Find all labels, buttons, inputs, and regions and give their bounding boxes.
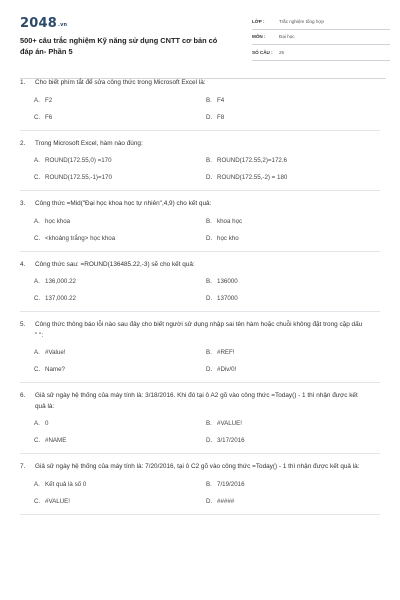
question-number: 3. <box>20 200 26 207</box>
question-separator <box>20 190 380 191</box>
option-letter: D. <box>206 234 213 242</box>
option-text: #VALUE! <box>45 497 70 505</box>
option-text: ROUND(172.55,-1)=170 <box>45 174 112 181</box>
option-letter: D. <box>206 366 213 373</box>
question-text: Giả sử ngày hệ thống của máy tính là: 7/20/2016, tại ô C2 gõ vào công thức =Today() - 1 thì nhận được kết quả là: <box>35 463 360 470</box>
answer-option[interactable] <box>206 498 378 506</box>
question-list <box>20 78 380 523</box>
option-text: ROUND(172.55,2)=172.6 <box>217 157 287 164</box>
question-text: Công thức =Mid("Đại học khoa học tự nhiên",4,9) cho kết quả: <box>35 200 212 207</box>
meta-table <box>252 14 390 61</box>
option-text: học kho <box>217 234 239 242</box>
question-text: Công thức thông báo lỗi nào sau đây cho biết người sử dụng nhập sai tên hàm hoặc chuỗi không đặt trong cặp dấu " ": <box>35 321 363 339</box>
answer-option[interactable] <box>34 349 206 357</box>
logo-domain: .vn <box>57 22 68 28</box>
option-letter: C. <box>34 113 41 121</box>
answer-options <box>34 349 380 374</box>
option-text: #Div/0! <box>217 366 237 373</box>
meta-value: 25 <box>279 49 285 55</box>
option-letter: B. <box>206 420 212 427</box>
meta-label: SỐ CÂU : <box>252 49 273 55</box>
option-letter: A. <box>34 480 40 488</box>
answer-options <box>34 157 380 182</box>
option-text: 3/17/2016 <box>217 437 245 444</box>
option-text: 0 <box>45 420 49 427</box>
option-letter: A. <box>34 420 40 427</box>
answer-option[interactable] <box>206 174 378 182</box>
question-separator <box>20 311 380 312</box>
option-letter: C. <box>34 497 41 505</box>
option-letter: C. <box>34 174 41 181</box>
option-letter: A. <box>34 278 40 285</box>
option-letter: C. <box>34 234 41 242</box>
question-line <box>20 462 380 473</box>
answer-option[interactable] <box>34 218 206 226</box>
answer-option[interactable] <box>206 114 378 122</box>
question-text: Giả sử ngày hệ thống của máy tính là: 3/18/2016. Khi đó tại ô A2 gõ vào công thức =Today() - 1 thì nhận được kết quả là: <box>35 392 358 410</box>
answer-option[interactable] <box>206 420 378 428</box>
meta-label: MÔN : <box>252 34 266 40</box>
option-letter: A. <box>34 157 40 164</box>
answer-option[interactable] <box>34 278 206 286</box>
question-number: 7. <box>20 463 26 470</box>
question-separator <box>20 130 380 131</box>
answer-option[interactable] <box>34 366 206 374</box>
option-letter: B. <box>206 480 212 488</box>
option-letter: B. <box>206 278 212 285</box>
answer-option[interactable] <box>34 498 206 506</box>
answer-option[interactable] <box>206 481 378 489</box>
option-letter: B. <box>206 217 212 225</box>
question-line <box>20 391 380 412</box>
question-item <box>20 462 380 515</box>
option-text: F2 <box>45 96 53 104</box>
question-separator <box>20 382 380 383</box>
question-line <box>20 199 380 210</box>
answer-options <box>34 278 380 303</box>
answer-option[interactable] <box>206 437 378 445</box>
question-number: 4. <box>20 260 26 268</box>
answer-options <box>34 420 380 445</box>
option-text: #REF! <box>217 349 235 356</box>
option-letter: C. <box>34 437 41 444</box>
option-letter: B. <box>206 96 212 104</box>
question-item <box>20 78 380 131</box>
answer-options <box>34 97 380 122</box>
document-header <box>20 12 386 80</box>
answer-options <box>34 481 380 506</box>
option-text: F4 <box>217 96 225 104</box>
answer-option[interactable] <box>206 235 378 243</box>
option-text: 136,000.22 <box>45 278 76 285</box>
option-text: ##### <box>217 497 235 505</box>
option-text: học khoa <box>45 217 71 225</box>
answer-option[interactable] <box>206 295 378 303</box>
question-line <box>20 78 380 89</box>
answer-options <box>34 218 380 243</box>
answer-option[interactable] <box>34 235 206 243</box>
option-text: 7/19/2016 <box>217 480 245 488</box>
answer-option[interactable] <box>34 295 206 303</box>
answer-option[interactable] <box>34 174 206 182</box>
option-text: #NAME <box>45 437 67 444</box>
option-letter: A. <box>34 349 40 356</box>
answer-option[interactable] <box>34 481 206 489</box>
question-text: Cho biết phím tắt để sửa công thức trong Microsoft Excel là: <box>35 79 206 86</box>
answer-option[interactable] <box>206 218 378 226</box>
question-number: 6. <box>20 392 26 399</box>
option-letter: D. <box>206 295 213 302</box>
answer-option[interactable] <box>206 366 378 374</box>
question-line <box>20 260 380 271</box>
answer-option[interactable] <box>34 114 206 122</box>
meta-row-class <box>252 14 390 30</box>
question-item <box>20 139 380 192</box>
meta-value: Trắc nghiệm tổng hợp <box>279 18 324 24</box>
question-item <box>20 391 380 454</box>
option-letter: D. <box>206 497 213 505</box>
question-line <box>20 320 380 341</box>
question-item <box>20 199 380 252</box>
question-item <box>20 260 380 313</box>
option-text: <khoảng trắng> học khoa <box>45 234 116 242</box>
meta-row-count <box>252 45 390 61</box>
option-letter: C. <box>34 366 41 373</box>
option-text: #Value! <box>45 349 66 356</box>
option-letter: A. <box>34 217 40 225</box>
meta-label: LỚP : <box>252 18 265 24</box>
option-letter: B. <box>206 349 212 356</box>
question-item <box>20 320 380 383</box>
answer-option[interactable] <box>206 349 378 357</box>
option-text: Name? <box>45 366 65 373</box>
question-number: 1. <box>20 79 26 86</box>
answer-option[interactable] <box>206 278 378 286</box>
option-text: Kết quả là số 0 <box>45 480 87 488</box>
option-text: F8 <box>217 113 225 121</box>
option-letter: B. <box>206 157 212 164</box>
option-letter: A. <box>34 96 40 104</box>
meta-value: Đại học <box>279 34 295 40</box>
option-text: ROUND(172.55,0) =170 <box>45 157 112 164</box>
option-text: 137000 <box>217 295 238 302</box>
question-separator <box>20 453 380 454</box>
question-line <box>20 139 380 150</box>
option-letter: D. <box>206 174 213 181</box>
logo-text: 2048 <box>20 16 57 31</box>
meta-row-subject <box>252 30 390 46</box>
answer-option[interactable] <box>34 420 206 428</box>
question-separator <box>20 251 380 252</box>
option-letter: D. <box>206 437 213 444</box>
answer-option[interactable] <box>34 157 206 165</box>
question-number: 5. <box>20 321 26 328</box>
question-number: 2. <box>20 139 26 147</box>
question-text: Công thức sau: =ROUND(136485.22,-3) sẽ cho kết quả: <box>35 260 195 268</box>
option-text: 136000 <box>217 278 238 285</box>
option-text: 137,000.22 <box>45 295 76 302</box>
site-logo[interactable] <box>20 16 67 31</box>
option-text: #VALUE! <box>217 420 242 427</box>
question-separator <box>20 514 380 515</box>
answer-option[interactable] <box>206 157 378 165</box>
answer-option[interactable] <box>206 97 378 105</box>
answer-option[interactable] <box>34 97 206 105</box>
option-letter: C. <box>34 295 41 302</box>
answer-option[interactable] <box>34 437 206 445</box>
document-title: 500+ câu trắc nghiệm Kỹ năng sử dụng CNTT cơ bản có đáp án- Phần 5 <box>20 36 218 56</box>
option-text: khoa học <box>217 217 243 225</box>
option-text: F6 <box>45 113 53 121</box>
option-text: ROUND(172.55,-2) = 180 <box>217 174 288 181</box>
question-text: Trong Microsoft Excel, hàm nào đúng: <box>35 139 143 147</box>
option-letter: D. <box>206 113 213 121</box>
